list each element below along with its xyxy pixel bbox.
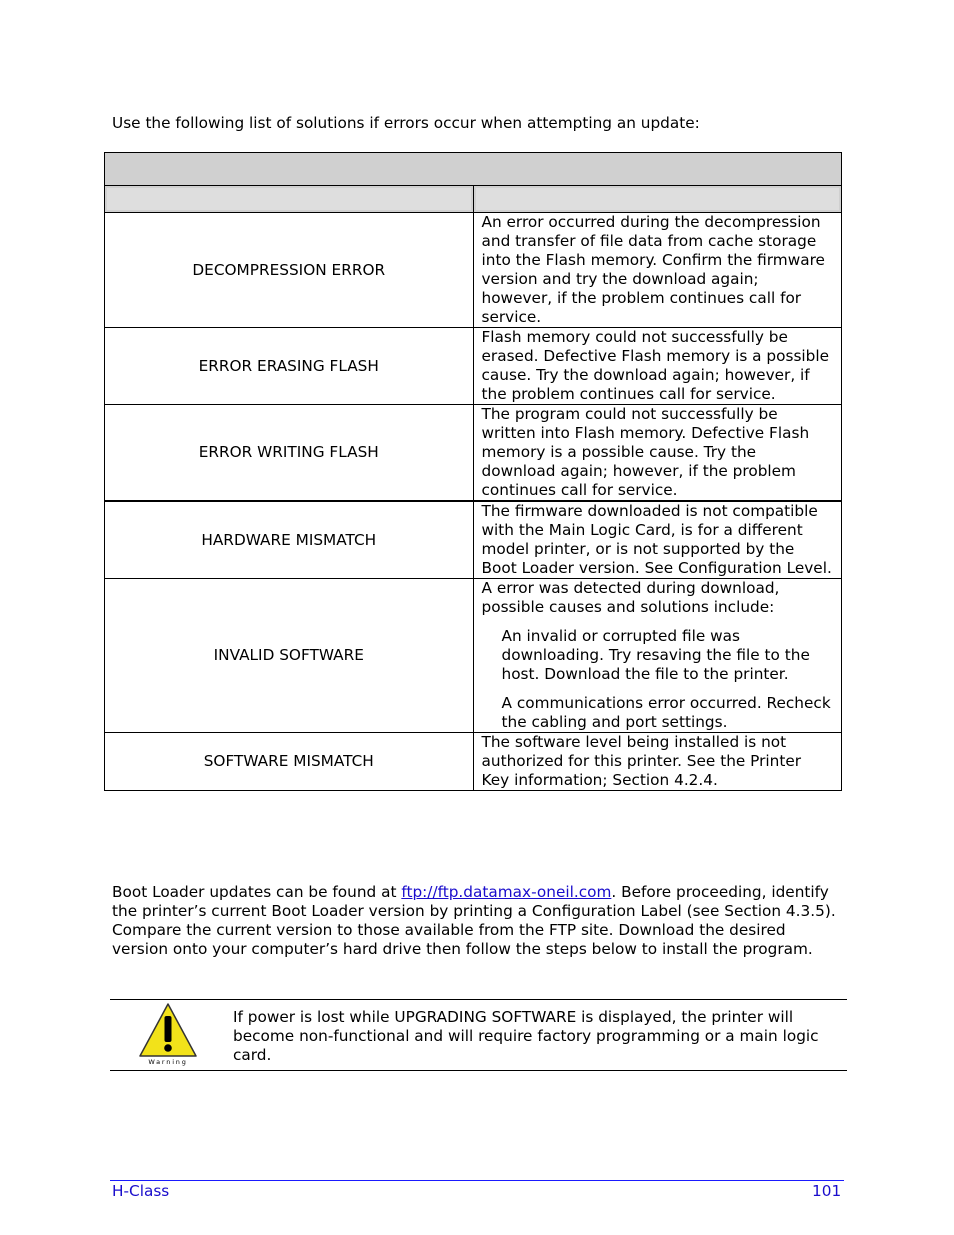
warning-top-rule: [110, 999, 847, 1000]
table-row: [105, 733, 842, 791]
table-header-band: [105, 153, 842, 186]
bootloader-text-end: . Before proceeding, identify the printer’s current Boot Loader version by printing a Configuration Label (see Section 4.3.5). Compare the current version to those available from the FTP site. Download the desired version onto your computer’s hard drive then follow the steps below to install the program.: [112, 883, 836, 958]
solution-item: A communications error occurred. Recheck the cabling and port settings.: [501, 694, 831, 731]
error-description: An error occurred during the decompression and transfer of file data from cache storage into the Flash memory. Confirm the firmware version and try the download again; however, if the problem continues call for service.: [473, 213, 842, 328]
table-row: [105, 328, 842, 405]
footer-rule: [110, 1180, 844, 1181]
intro-text: Use the following list of solutions if errors occur when attempting an update:: [112, 114, 700, 132]
error-description: The program could not successfully be written into Flash memory. Defective Flash memory is a possible cause. Try the download again; however, if the problem continues call for service.: [473, 405, 842, 502]
ftp-link[interactable]: ftp://ftp.datamax-oneil.com: [401, 883, 612, 901]
error-description-group: [473, 579, 842, 733]
warning-icon: [138, 1002, 198, 1066]
error-name: ERROR WRITING FLASH: [105, 405, 474, 502]
table-row: [105, 405, 842, 502]
error-name: INVALID SOFTWARE: [105, 579, 474, 733]
error-name: DECOMPRESSION ERROR: [105, 213, 474, 328]
error-name: ERROR ERASING FLASH: [105, 328, 474, 405]
footer-product: H-Class: [112, 1182, 170, 1200]
solution-item: An invalid or corrupted file was downloading. Try resaving the file to the host. Download the file to the printer.: [501, 627, 810, 683]
table-row: [105, 213, 842, 328]
warning-text: If power is lost while UPGRADING SOFTWARE is displayed, the printer will become non-functional and will require factory programming or a main logic card.: [233, 1008, 819, 1064]
error-name: HARDWARE MISMATCH: [105, 501, 474, 579]
page-number: 101: [812, 1182, 842, 1200]
error-description: A error was detected during download, possible causes and solutions include:: [481, 579, 780, 616]
table-row: [105, 501, 842, 579]
table-column-header: [105, 186, 842, 213]
warning-icon-label: Warning: [148, 1058, 188, 1066]
error-description: Flash memory could not successfully be erased. Defective Flash memory is a possible cause. Try the download again; however, if the problem continues call for service.: [473, 328, 842, 405]
bootloader-text-start: Boot Loader updates can be found at: [112, 883, 402, 901]
error-description: The firmware downloaded is not compatible with the Main Logic Card, is for a different model printer, or is not supported by the Boot Loader version. See Configuration Level.: [473, 501, 842, 579]
bootloader-paragraph: [112, 883, 842, 959]
error-description: The software level being installed is not authorized for this printer. See the Printer Key information; Section 4.2.4.: [473, 733, 842, 791]
error-table: [104, 152, 842, 791]
warning-bottom-rule: [110, 1070, 847, 1071]
table-row: [105, 579, 842, 733]
error-name: SOFTWARE MISMATCH: [105, 733, 474, 791]
